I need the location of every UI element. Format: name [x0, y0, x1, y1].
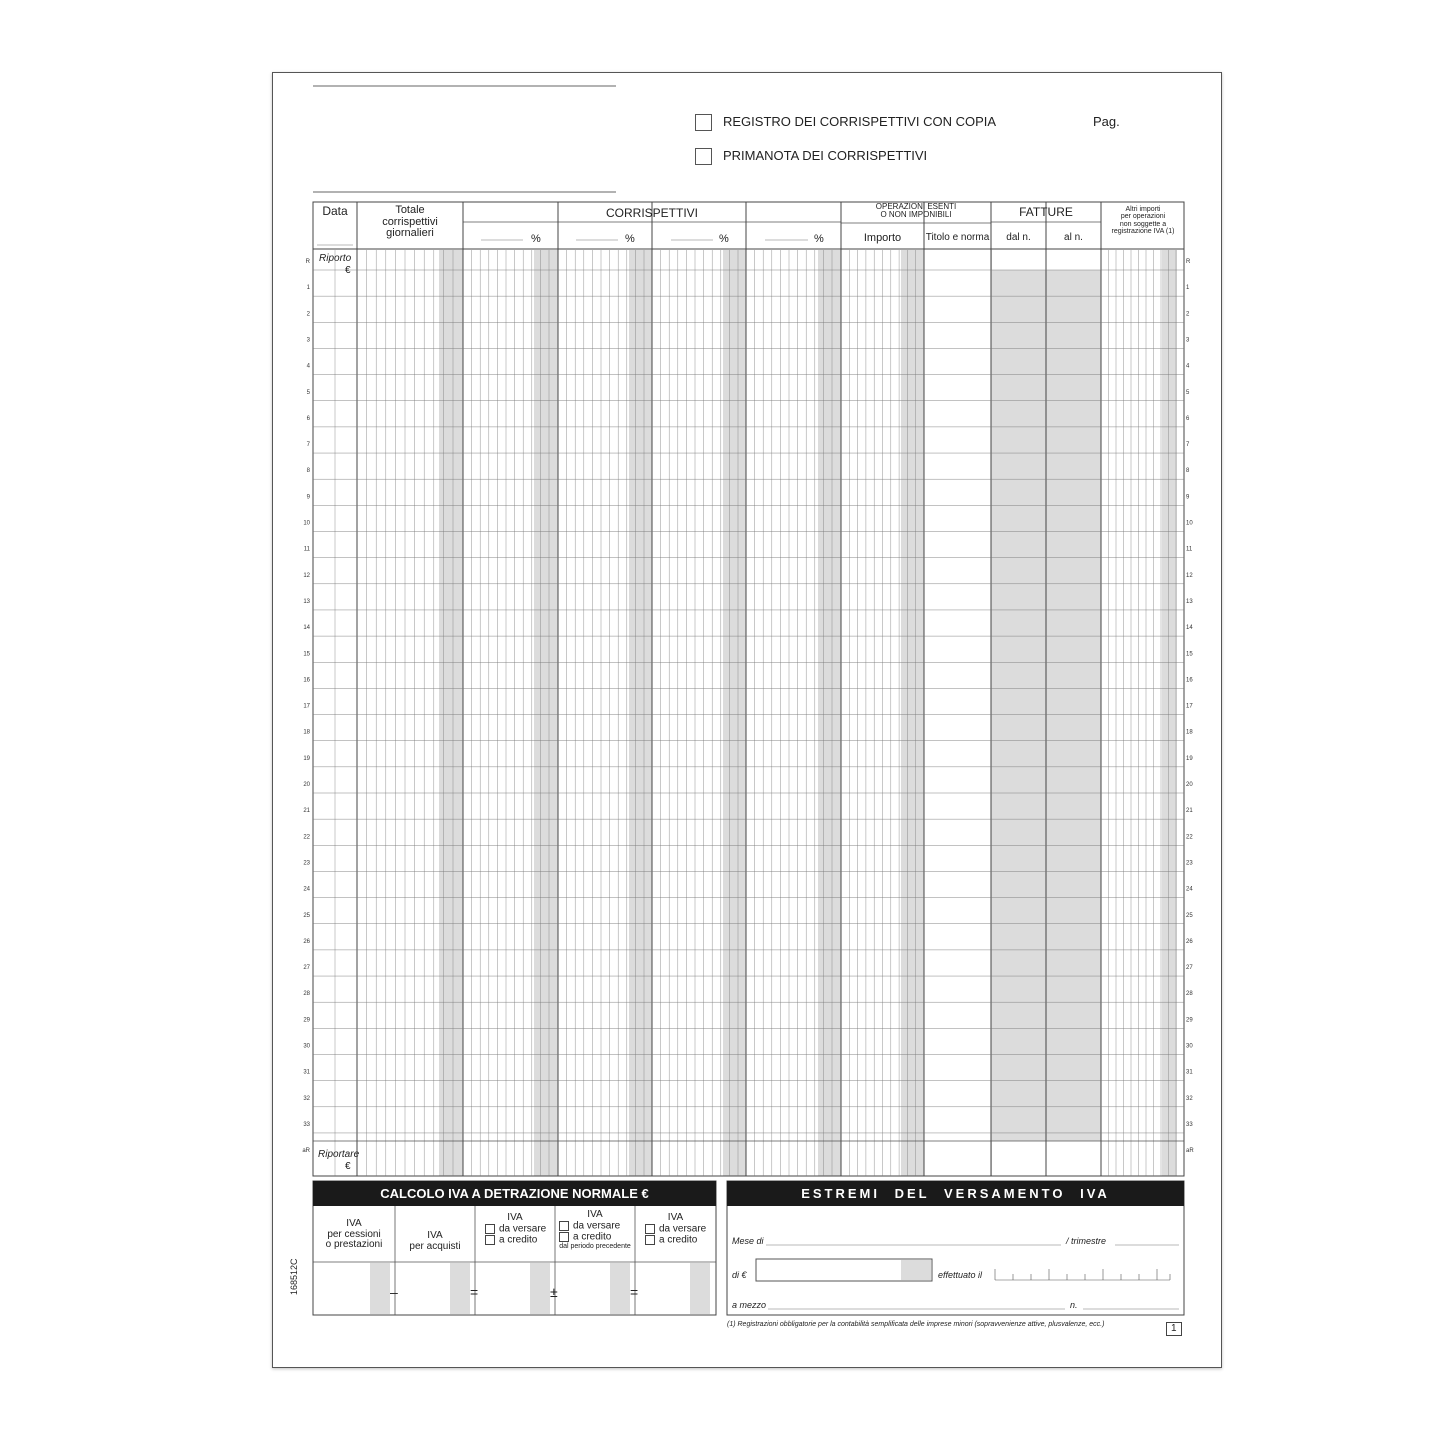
row-number-right: 12: [1186, 572, 1193, 579]
calcolo-col5: IVA da versare a credito: [635, 1213, 716, 1246]
pct-1: %: [531, 233, 541, 245]
row-number-left: 10: [303, 520, 310, 527]
row-number-right: 9: [1186, 494, 1190, 501]
riporto-euro: €: [345, 265, 351, 276]
calcolo-shade: [610, 1263, 630, 1314]
row-number-right: 30: [1186, 1043, 1193, 1050]
row-number-right: 31: [1186, 1069, 1193, 1076]
shaded-column: [723, 250, 746, 1176]
row-number-right: 25: [1186, 912, 1193, 919]
row-number-right: 18: [1186, 729, 1193, 736]
page-number: 1: [1166, 1322, 1182, 1336]
register-grid: [273, 73, 1221, 1367]
effettuato-label: effettuato il: [938, 1270, 983, 1280]
row-number-right: 8: [1186, 468, 1190, 475]
shaded-column: [629, 250, 652, 1176]
row-number-right: 1: [1186, 285, 1190, 292]
operator-plusminus: ±: [550, 1284, 558, 1300]
calcolo-shade: [690, 1263, 710, 1314]
col5-da-versare-checkbox[interactable]: [645, 1224, 655, 1234]
row-number-left: 13: [303, 598, 310, 605]
row-number-left: 12: [303, 572, 310, 579]
row-number-left: 25: [303, 912, 310, 919]
a-mezzo-label: a mezzo: [732, 1300, 767, 1310]
row-number-right: R: [1186, 259, 1191, 265]
row-number-right: 10: [1186, 520, 1193, 527]
option-primanota-checkbox[interactable]: [695, 148, 712, 165]
calcolo-col2: IVA per acquisti: [409, 1230, 461, 1252]
row-number-left: 9: [306, 494, 310, 501]
shaded-column: [439, 250, 463, 1176]
mese-di-label: Mese di: [732, 1236, 764, 1246]
register-sheet: [272, 72, 1222, 1368]
row-number-left: 17: [303, 703, 310, 710]
row-number-right: 19: [1186, 755, 1193, 762]
row-number-left: 3: [306, 337, 310, 344]
row-number-left: 20: [303, 782, 310, 788]
col-dal: dal n.: [1006, 232, 1031, 243]
row-number-right: 24: [1186, 886, 1193, 893]
col-titolo: Titolo e norma: [925, 232, 990, 243]
row-number-left: aR: [302, 1148, 310, 1155]
numero-label: n.: [1070, 1300, 1078, 1310]
pct-3: %: [719, 233, 729, 245]
col-data: Data: [322, 204, 348, 218]
option-registro-label: REGISTRO DEI CORRISPETTIVI CON COPIA: [723, 114, 997, 129]
versamento-title: ESTREMI DEL VERSAMENTO IVA: [727, 1181, 1184, 1206]
col-al: al n.: [1064, 232, 1083, 243]
calcolo-title: CALCOLO IVA A DETRAZIONE NORMALE €: [313, 1181, 716, 1206]
row-number-right: 26: [1186, 938, 1193, 945]
titolo-column: [924, 250, 991, 1176]
footnote: (1) Registrazioni obbligatorie per la contabilità semplificata delle imprese minori (sopravvenienze attive, plusvalenze, ecc.): [727, 1321, 1105, 1328]
row-number-left: 8: [306, 468, 310, 475]
shaded-column: [901, 250, 924, 1176]
row-number-left: R: [305, 259, 310, 265]
row-number-right: 16: [1186, 677, 1193, 684]
row-number-left: 28: [303, 991, 310, 998]
calcolo-col4: IVA da versare a credito dal periodo precedente: [559, 1209, 631, 1250]
row-number-left: 5: [306, 389, 310, 396]
row-number-left: 26: [303, 938, 310, 945]
trimestre-label: / trimestre: [1066, 1236, 1107, 1246]
row-number-right: 29: [1186, 1017, 1193, 1024]
row-number-left: 27: [303, 965, 310, 972]
row-number-right: 7: [1186, 442, 1190, 449]
row-number-right: aR: [1186, 1148, 1194, 1155]
row-number-right: 6: [1186, 415, 1190, 422]
pct-4: %: [814, 233, 824, 245]
riportare-euro: €: [345, 1161, 351, 1172]
row-number-right: 32: [1186, 1095, 1193, 1102]
riporto-label: Riporto: [319, 253, 352, 264]
row-number-right: 23: [1186, 860, 1193, 867]
row-number-right: 28: [1186, 991, 1193, 998]
row-number-left: 24: [303, 886, 310, 893]
operator-equals-1: =: [470, 1284, 479, 1300]
shaded-column: [818, 250, 841, 1176]
row-number-right: 11: [1186, 546, 1193, 553]
row-number-left: 15: [303, 651, 310, 658]
row-number-right: 33: [1186, 1121, 1193, 1128]
row-number-left: 6: [306, 415, 310, 422]
row-number-left: 21: [303, 808, 310, 815]
row-number-right: 14: [1186, 625, 1193, 632]
row-number-right: 4: [1186, 363, 1190, 370]
operator-equals-2: =: [630, 1284, 639, 1300]
row-number-right: 17: [1186, 703, 1193, 710]
col4-da-versare-checkbox[interactable]: [559, 1221, 569, 1231]
shaded-column: [1162, 250, 1177, 1176]
row-number-right: 21: [1186, 808, 1193, 815]
operator-minus: –: [390, 1284, 398, 1300]
calcolo-col3: IVA da versare a credito: [475, 1213, 555, 1246]
col-operazioni: OPERAZIONI ESENTI O NON IMPONIBILI: [875, 202, 957, 220]
form-code: 168512C: [289, 1258, 299, 1295]
col-importo: Importo: [863, 232, 902, 244]
col-fatture: FATTURE: [1019, 205, 1073, 219]
col5-a-credito-checkbox[interactable]: [645, 1235, 655, 1245]
col-altri: Altri importi per operazioni non soggette a registrazione IVA (1): [1111, 206, 1175, 236]
calcolo-shade: [450, 1263, 470, 1314]
row-number-left: 31: [303, 1069, 310, 1076]
row-number-left: 2: [306, 311, 310, 318]
importo-shade: [901, 1260, 931, 1280]
calcolo-shade: [370, 1263, 390, 1314]
row-number-left: 22: [303, 834, 310, 841]
row-number-left: 11: [303, 546, 310, 553]
shaded-column: [534, 250, 558, 1176]
row-number-right: 5: [1186, 389, 1190, 396]
row-number-left: 23: [303, 860, 310, 867]
col3-da-versare-checkbox[interactable]: [485, 1224, 495, 1234]
col-totale: Totale corrispettivi giornalieri: [382, 204, 438, 240]
row-number-right: 13: [1186, 598, 1193, 605]
row-number-left: 18: [303, 729, 310, 736]
row-number-right: 22: [1186, 834, 1193, 841]
row-number-left: 16: [303, 677, 310, 684]
row-number-left: 32: [303, 1095, 310, 1102]
row-number-right: 27: [1186, 965, 1193, 972]
page-label: Pag.: [1093, 114, 1120, 129]
option-primanota-label: PRIMANOTA DEI CORRISPETTIVI: [723, 148, 928, 163]
row-number-left: 4: [306, 363, 310, 370]
row-number-right: 3: [1186, 337, 1190, 344]
row-number-right: 2: [1186, 311, 1190, 318]
di-euro-label: di €: [732, 1270, 747, 1280]
row-number-left: 33: [303, 1121, 310, 1128]
option-registro-checkbox[interactable]: [695, 114, 712, 131]
calcolo-col1: IVA per cessioni o prestazioni: [325, 1218, 383, 1250]
row-number-left: 14: [303, 625, 310, 632]
col3-a-credito-checkbox[interactable]: [485, 1235, 495, 1245]
riportare-label: Riportare: [318, 1149, 360, 1160]
row-number-left: 7: [306, 442, 310, 449]
col-corrispettivi: CORRISPETTIVI: [605, 206, 698, 220]
pct-2: %: [625, 233, 635, 245]
row-number-left: 29: [303, 1017, 310, 1024]
row-number-left: 30: [303, 1043, 310, 1050]
row-number-right: 20: [1186, 782, 1193, 788]
row-number-left: 1: [306, 285, 310, 292]
col4-a-credito-checkbox[interactable]: [559, 1232, 569, 1242]
row-number-left: 19: [303, 755, 310, 762]
calcolo-shade: [530, 1263, 550, 1314]
row-number-right: 15: [1186, 651, 1193, 658]
